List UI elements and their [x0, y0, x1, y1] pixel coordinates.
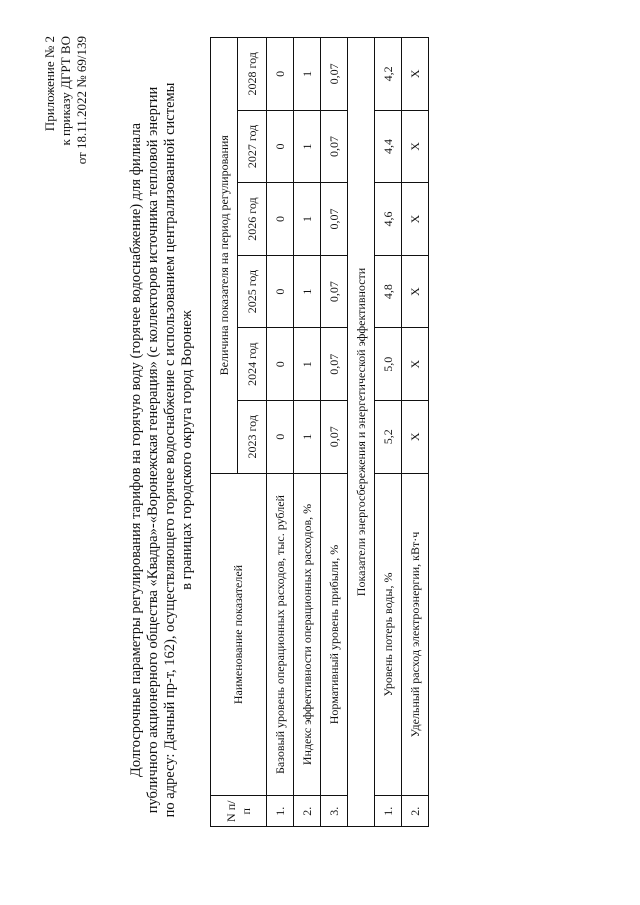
row-number: 3.	[321, 796, 348, 827]
table-row	[267, 38, 294, 827]
row-value: Х	[402, 110, 429, 183]
title-line-3: по адресу: Дачный пр-т, 162), осуществляющего горячее водоснабжение с использованием централизованной системы	[162, 82, 178, 818]
row-value: 1	[294, 328, 321, 401]
document-title	[128, 55, 196, 845]
header-year: 2025 год	[238, 255, 267, 328]
title-line-2: публичного акционерного общества «Квадра»-«Воронежская генерация» (с коллекторов источника тепловой энергии	[145, 86, 161, 814]
row-number: 2.	[294, 796, 321, 827]
header-year: 2023 год	[238, 400, 267, 473]
row-value: 1	[294, 400, 321, 473]
row-value: Х	[402, 400, 429, 473]
row-indicator: Индекс эффективности операционных расходов, %	[294, 473, 321, 796]
row-number: 1.	[375, 796, 402, 827]
appendix-line-2: к приказу ДГРТ ВО	[58, 36, 73, 146]
row-number: 2.	[402, 796, 429, 827]
row-indicator: Базовый уровень операционных расходов, тыс. рублей	[267, 473, 294, 796]
appendix-line-3: от 18.11.2022 № 69/139	[74, 36, 89, 165]
row-value: Х	[402, 183, 429, 256]
row-value: 4,2	[375, 38, 402, 111]
header-year: 2027 год	[238, 110, 267, 183]
row-value: 1	[294, 110, 321, 183]
table-row	[321, 38, 348, 827]
appendix-line-1: Приложение № 2	[42, 36, 57, 132]
row-value: 0	[267, 183, 294, 256]
table-row	[294, 38, 321, 827]
appendix-block	[42, 36, 90, 164]
row-value: 0,07	[321, 255, 348, 328]
table-row	[402, 38, 429, 827]
row-value: 1	[294, 183, 321, 256]
row-value: 5,2	[375, 400, 402, 473]
row-value: 5,0	[375, 328, 402, 401]
row-value: 0	[267, 400, 294, 473]
title-line-4: в границах городского округа город Воронеж	[179, 310, 195, 590]
row-value: Х	[402, 38, 429, 111]
row-value: 1	[294, 38, 321, 111]
row-value: 0	[267, 110, 294, 183]
section-row	[348, 38, 375, 827]
header-year: 2026 год	[238, 183, 267, 256]
header-year: 2024 год	[238, 328, 267, 401]
row-value: 0,07	[321, 400, 348, 473]
section-title: Показатели энергосбережения и энергетической эффективности	[348, 38, 375, 827]
row-value: 0,07	[321, 328, 348, 401]
row-value: 1	[294, 255, 321, 328]
row-value: 0,07	[321, 38, 348, 111]
row-value: 0,07	[321, 110, 348, 183]
row-value: 0,07	[321, 183, 348, 256]
title-line-1: Долгосрочные параметры регулирования тарифов на горячую воду (горячее водоснабжение) для филиала	[128, 122, 144, 778]
header-year: 2028 год	[238, 38, 267, 111]
row-value: Х	[402, 328, 429, 401]
header-indicator-name: Наименование показателей	[211, 473, 267, 796]
row-value: 0	[267, 328, 294, 401]
row-indicator: Нормативный уровень прибыли, %	[321, 473, 348, 796]
row-number: 1.	[267, 796, 294, 827]
row-value: 0	[267, 255, 294, 328]
row-indicator: Уровень потерь воды, %	[375, 473, 402, 796]
row-value: 0	[267, 38, 294, 111]
row-indicator: Удельный расход электроэнергии, кВт·ч	[402, 473, 429, 796]
parameters-table	[210, 37, 429, 827]
header-values: Величина показателя на период регулирования	[211, 38, 238, 474]
header-number: N п/п	[211, 796, 267, 827]
row-value: 4,4	[375, 110, 402, 183]
row-value: 4,6	[375, 183, 402, 256]
row-value: Х	[402, 255, 429, 328]
table-row	[375, 38, 402, 827]
row-value: 4,8	[375, 255, 402, 328]
